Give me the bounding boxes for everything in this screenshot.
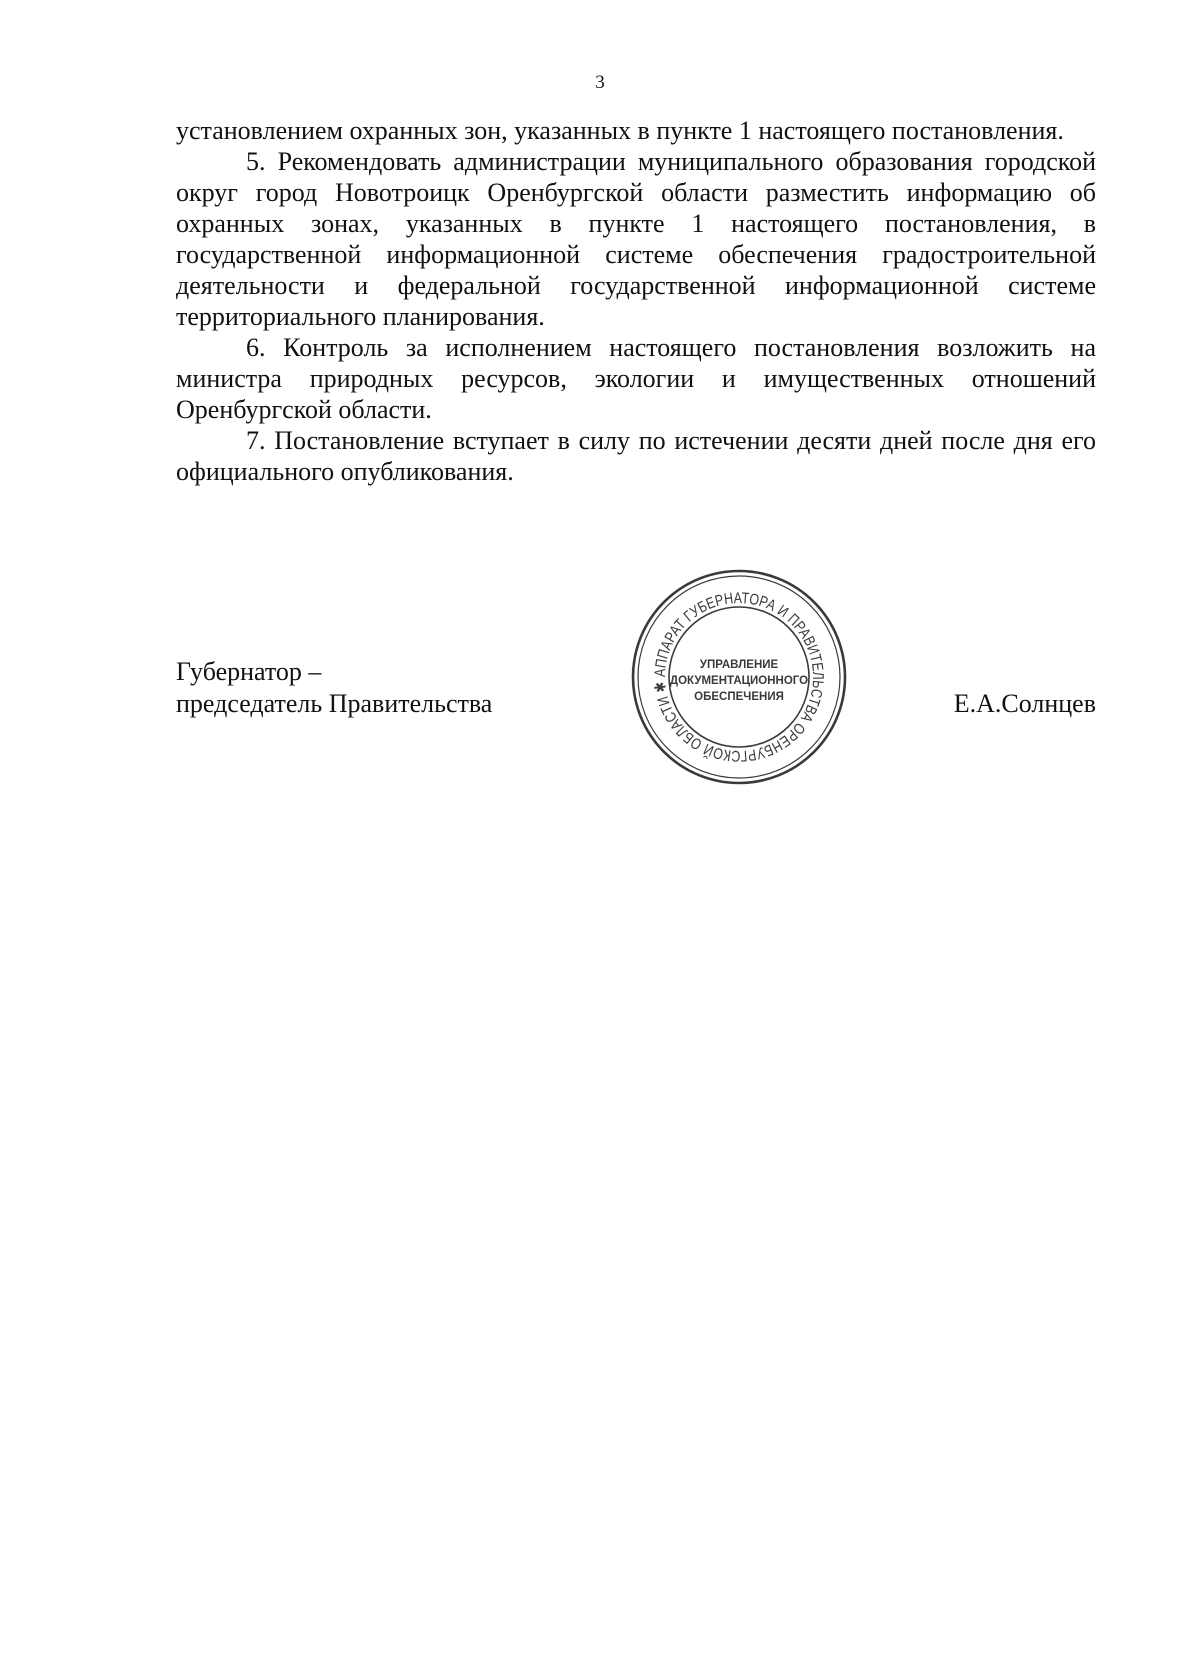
stamp-center-line-2: ДОКУМЕНТАЦИОННОГО — [669, 675, 809, 687]
document-body — [176, 115, 1096, 487]
stamp-center-line-1: УПРАВЛЕНИЕ — [699, 659, 779, 671]
stamp-center-line-3: ОБЕСПЕЧЕНИЯ — [694, 691, 784, 703]
stamp-ring-text-path: АППАРАТ ГУБЕРНАТОРА И ПРАВИТЕЛЬСТВА ОРЕНБУРГСКОЙ ОБЛАСТИ ✱ — [651, 589, 827, 765]
paragraph-item-6: 6. Контроль за исполнением настоящего постановления возложить на министра природных ресурсов, экологии и имущественных отношений Оренбургской области. — [176, 333, 1096, 424]
page-number: 3 — [595, 72, 605, 93]
paragraph-item-7: 7. Постановление вступает в силу по истечении десяти дней после дня его официального опубликования. — [176, 426, 1096, 486]
paragraph-continuation: установлением охранных зон, указанных в пункте 1 настоящего постановления. — [176, 116, 1064, 145]
signatory-title-line-1: Губернатор – — [176, 657, 322, 686]
signatory-title-line-2: председатель Правительства — [176, 689, 493, 718]
paragraph-item-5: 5. Рекомендовать администрации муниципального образования городской округ город Новотроицк Оренбургской области разместить информацию об охранных зонах, указанных в пункте 1 настоящего постановления, в государственной информационной системе обеспечения градостроительной деятельности и федеральной государственной информационной системе территориального планирования. — [176, 147, 1096, 331]
official-stamp — [628, 566, 850, 788]
signatory-name: Е.А.Солнцев — [953, 689, 1096, 718]
signatory-title — [176, 656, 492, 720]
